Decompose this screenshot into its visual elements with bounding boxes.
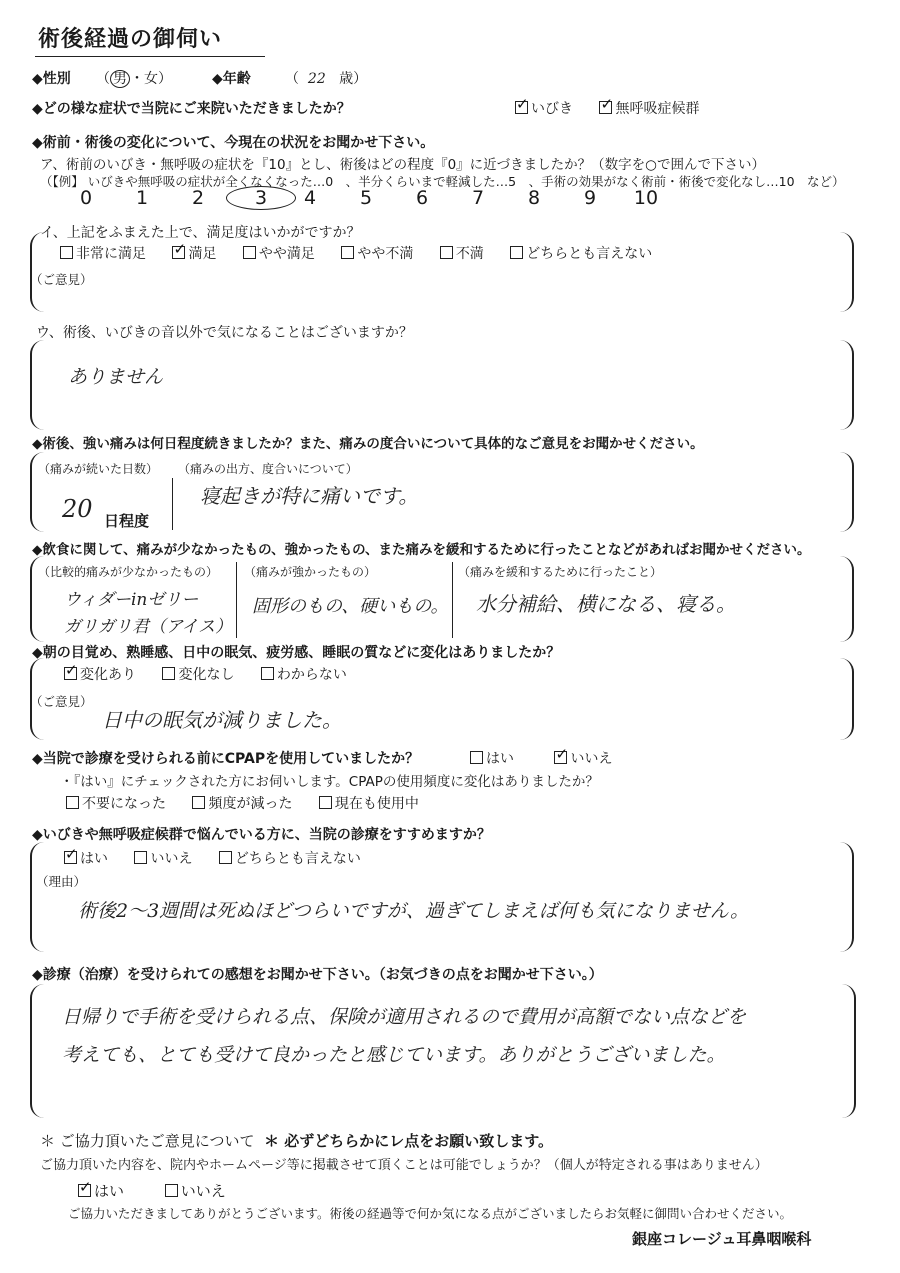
food-relief-answer: 水分補給、横になる、寝る。 [476,592,736,616]
impression-question: ◆診療（治療）を受けられての感想をお聞かせ下さい。（お気づきの点をお聞かせ下さい。） [32,967,603,983]
checkbox-icon [134,851,147,864]
footer-thanks: ご協力いただきましてありがとうございます。術後の経過等で何か気になる点がございましたらお気軽に御問い合わせください。 [68,1206,793,1221]
sleep-option[interactable]: わからない [261,667,347,683]
checkbox-checked-icon [172,246,185,259]
scale-8[interactable]: 8 [527,187,541,209]
recommend-options [64,848,361,868]
other-question: ウ、術後、いびきの音以外で気になることはございますか？ [36,325,413,341]
checkbox-icon [440,246,453,259]
symptom-option-snoring[interactable]: ✓ いびき [515,101,573,117]
sleep-answer: 日中の眠気が減りました。 [102,708,342,732]
bracket-right [838,842,854,952]
food-less-label: （比較的痛みが少なかったもの） [38,565,219,579]
scale-7[interactable]: 7 [471,187,485,209]
publish-option-no[interactable]: いいえ [165,1182,226,1200]
reason-label: （理由） [36,874,87,889]
scale-5[interactable]: 5 [359,187,373,209]
scale-0[interactable]: 0 [79,187,93,209]
bracket-right [838,340,854,430]
checkbox-icon [341,246,354,259]
checkbox-icon [162,667,175,680]
impression-answer-1: 日帰りで手術を受けられる点、保険が適用されるので費用が高額でない点などを [62,1006,747,1028]
cpap-sub-question: ・『はい』にチェックされた方にお伺いします。CPAPの使用頻度に変化はありましたか？ [60,774,599,790]
satisfaction-option[interactable]: ✓ 満足 [172,246,216,262]
food-divider [236,562,237,638]
cpap-option-no[interactable]: ✓ いいえ [554,751,612,767]
recommend-answer: 術後2～3週間は死ぬほどつらいですが、過ぎてしまえば何も気になりません。 [78,900,749,922]
satisfaction-option[interactable]: どちらとも言えない [510,246,652,262]
footer-note-2: ご協力頂いた内容を、院内やホームページ等に掲載させて頂くことは可能でしょうか？（個人が特定される事はありません） [40,1158,768,1173]
scale-3[interactable]: 3 [226,186,282,210]
satisfaction-options [60,243,652,263]
bracket-right [838,232,854,312]
scale-10[interactable]: 10 [633,187,659,209]
checkbox-icon [319,796,332,809]
age-label: ◆年齢 [212,71,251,87]
recommend-option[interactable]: どちらとも言えない [219,851,361,867]
symptom-options [515,98,699,118]
change-example: （【例】 いびきや無呼吸の症状が全くなくなった…0 、半分くらいまで軽減した…5 、手術の効果がなく術前・術後で変化なし…10 など） [40,174,845,189]
recommend-option[interactable]: ✓はい [64,851,108,867]
checkbox-icon [219,851,232,864]
publish-option-yes[interactable]: ✓はい [78,1182,124,1200]
pain-days-label: （痛みが続いた日数） [38,462,159,476]
gender-female: 女 [144,71,158,87]
checkbox-checked-icon [554,751,567,764]
gender-field: （ 男 ・女） [96,71,172,87]
food-strong-label: （痛みが強かったもの） [244,565,377,579]
symptom-option-apnea[interactable]: ✓ 無呼吸症候群 [599,101,699,117]
bracket-left [30,340,46,430]
sleep-opinion-label: （ご意見） [30,694,93,709]
recommend-option[interactable]: いいえ [134,851,192,867]
checkbox-icon [243,246,256,259]
pain-question: ◆術後、強い痛みは何日程度続きましたか？また、痛みの度合いについて具体的なご意見をお聞かせください。 [32,436,704,452]
clinic-name: 銀座コレージュ耳鼻咽喉科 [632,1230,812,1248]
food-relief-label: （痛みを緩和するために行ったこと） [458,565,663,579]
scale-9[interactable]: 9 [583,187,597,209]
satisfaction-option[interactable]: 非常に満足 [60,246,146,262]
pain-days-value: 20 [62,495,93,523]
publish-options [78,1180,226,1201]
satisfaction-option[interactable]: やや不満 [341,246,413,262]
scale-1[interactable]: 1 [135,187,149,209]
food-divider [452,562,453,638]
satisfaction-question: イ、上記をふまえた上で、満足度はいかがですか？ [40,225,361,241]
change-question: ◆術前・術後の変化について、今現在の状況をお聞かせ下さい。 [32,135,435,151]
checkbox-icon [192,796,205,809]
pain-days-unit: 日程度 [104,512,150,530]
cpap-question: ◆当院で診療を受けられる前にCPAPを使用していましたか？ [32,751,420,767]
bracket-right [838,984,856,1118]
checkbox-icon [261,667,274,680]
recommend-question: ◆いびきや無呼吸症候群で悩んでいる方に、当院の診療をすすめますか？ [32,827,491,843]
page-title: 術後経過の御伺い [38,27,223,52]
satisfaction-option[interactable]: 不満 [440,246,484,262]
food-strong-answer: 固形のもの、硬いもの。 [252,596,449,617]
change-question-a: ア、術前のいびき・無呼吸の症状を『10』とし、術後はどの程度『0』に近づきましたか？（数字を○で囲んで下さい） [40,157,765,173]
cpap-options [470,748,612,768]
checkbox-icon [470,751,483,764]
scale-4[interactable]: 4 [303,187,317,209]
gender-male-circled: 男 [110,70,130,88]
checkbox-checked-icon [64,851,77,864]
cpap-sub-option[interactable]: 現在も使用中 [319,796,419,812]
change-scale [58,186,674,210]
satisfaction-option[interactable]: やや満足 [243,246,315,262]
checkbox-checked-icon [64,667,77,680]
checkbox-checked-icon [78,1184,91,1197]
scale-6[interactable]: 6 [415,187,429,209]
checkbox-checked-icon [515,101,528,114]
cpap-sub-options [66,793,419,813]
impression-answer-2: 考えても、とても受けて良かったと感じています。ありがとうございました。 [62,1044,726,1066]
pain-divider [172,478,173,530]
checkbox-icon [66,796,79,809]
gender-label: ◆性別 [32,71,71,87]
food-less-answer-2: ガリガリ君（アイス） [64,617,233,637]
bracket-left [30,984,48,1118]
scale-2[interactable]: 2 [191,187,205,209]
footer-note-1: ＊ ご協力頂いたご意見について ＊ 必ずどちらかにレ点をお願い致します。 [40,1132,554,1150]
checkbox-icon [60,246,73,259]
pain-detail-label: （痛みの出方、度合いについて） [178,462,358,476]
checkbox-icon [510,246,523,259]
checkbox-checked-icon [599,101,612,114]
sleep-options [64,664,347,684]
opinion-label: （ご意見） [30,272,93,287]
sleep-option[interactable]: 変化なし [162,667,234,683]
age-value: 22 [307,71,326,87]
age-field: （ 22 歳） [285,71,368,87]
cpap-sub-option[interactable]: 不要になった [66,796,166,812]
cpap-option-yes[interactable]: はい [470,751,514,767]
cpap-sub-option[interactable]: 頻度が減った [192,796,292,812]
food-question: ◆飲食に関して、痛みが少なかったもの、強かったもの、また痛みを緩和するために行ったことなどがあればお聞かせください。 [32,542,811,558]
sleep-option[interactable]: ✓変化あり [64,667,136,683]
checkbox-icon [165,1184,178,1197]
symptom-question: ◆どの様な症状で当院にご来院いただきましたか？ [32,101,351,117]
other-answer: ありません [68,366,164,388]
bracket-right [838,658,854,740]
bracket-right [838,452,854,532]
food-less-answer-1: ウィダーinゼリー [64,590,199,610]
bracket-left [30,842,46,952]
pain-detail-answer: 寝起きが特に痛いです。 [200,484,419,508]
bracket-right [838,556,854,642]
sleep-question: ◆朝の目覚め、熟睡感、日中の眠気、疲労感、睡眠の質などに変化はありましたか？ [32,645,561,661]
title-underline [35,56,265,57]
